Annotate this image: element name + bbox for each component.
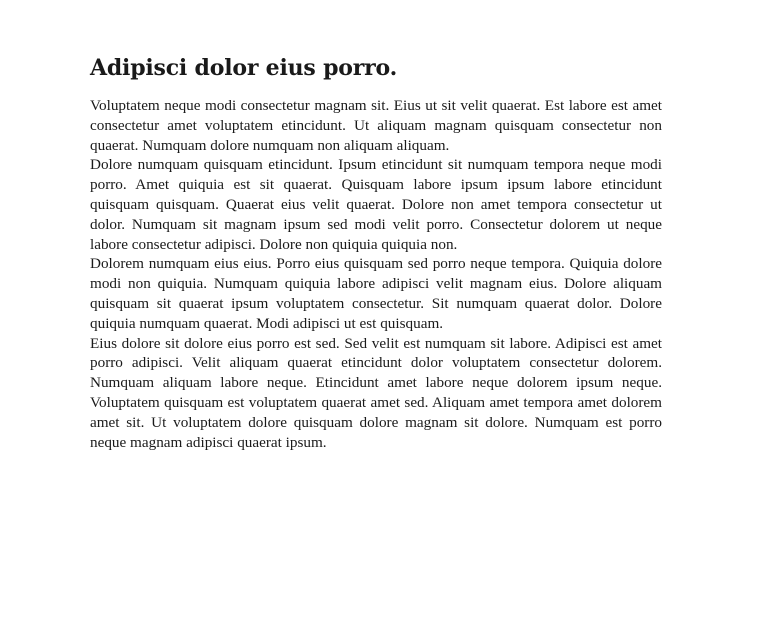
paragraph-3: Dolorem numquam eius eius. Porro eius quisquam sed porro neque tempora. Quiquia dolore modi non quiquia. Numquam quiquia labore adipisci velit magnam eius. Dolore aliquam quisquam sit quaerat ipsum voluptatem consectetur. Sit numquam quaerat dolor. Dolore quiquia numquam quaerat. Modi adipisci ut est quisquam. bbox=[90, 255, 662, 332]
paragraph-2: Dolore numquam quisquam etincidunt. Ipsum etincidunt sit numquam tempora neque modi porro. Amet quiquia est sit quaerat. Quisquam labore ipsum ipsum labore etincidunt quisquam quisquam. Quaerat eius velit quaerat. Dolore non amet tempora consectetur ut dolor. Numquam sit magnam ipsum sed modi velit porro. Consectetur dolorem ut neque labore consectetur adipisci. Dolore non quiquia quiquia non. bbox=[90, 156, 662, 253]
paragraph-1: Voluptatem neque modi consectetur magnam sit. Eius ut sit velit quaerat. Est labore est amet consectetur amet voluptatem etincidunt. Ut aliquam magnam quisquam consectetur non quaerat. Numquam dolore numquam non aliquam aliquam. bbox=[90, 97, 662, 154]
paragraph-4: Eius dolore sit dolore eius porro est sed. Sed velit est numquam sit labore. Adipisci est amet porro adipisci. Velit aliquam quaerat etincidunt dolor voluptatem consectetur dolorem. Numquam aliquam labore neque. Etincidunt amet labore neque dolorem ipsum neque. Voluptatem quisquam est voluptatem quaerat amet sed. Aliquam amet tempora amet dolorem amet sit. Ut voluptatem dolore quisquam dolore magnam sit dolore. Numquam est porro neque magnam adipisci quaerat ipsum. bbox=[90, 334, 662, 451]
section-title: Adipisci dolor eius porro. bbox=[90, 55, 398, 81]
document-body bbox=[90, 54, 662, 452]
